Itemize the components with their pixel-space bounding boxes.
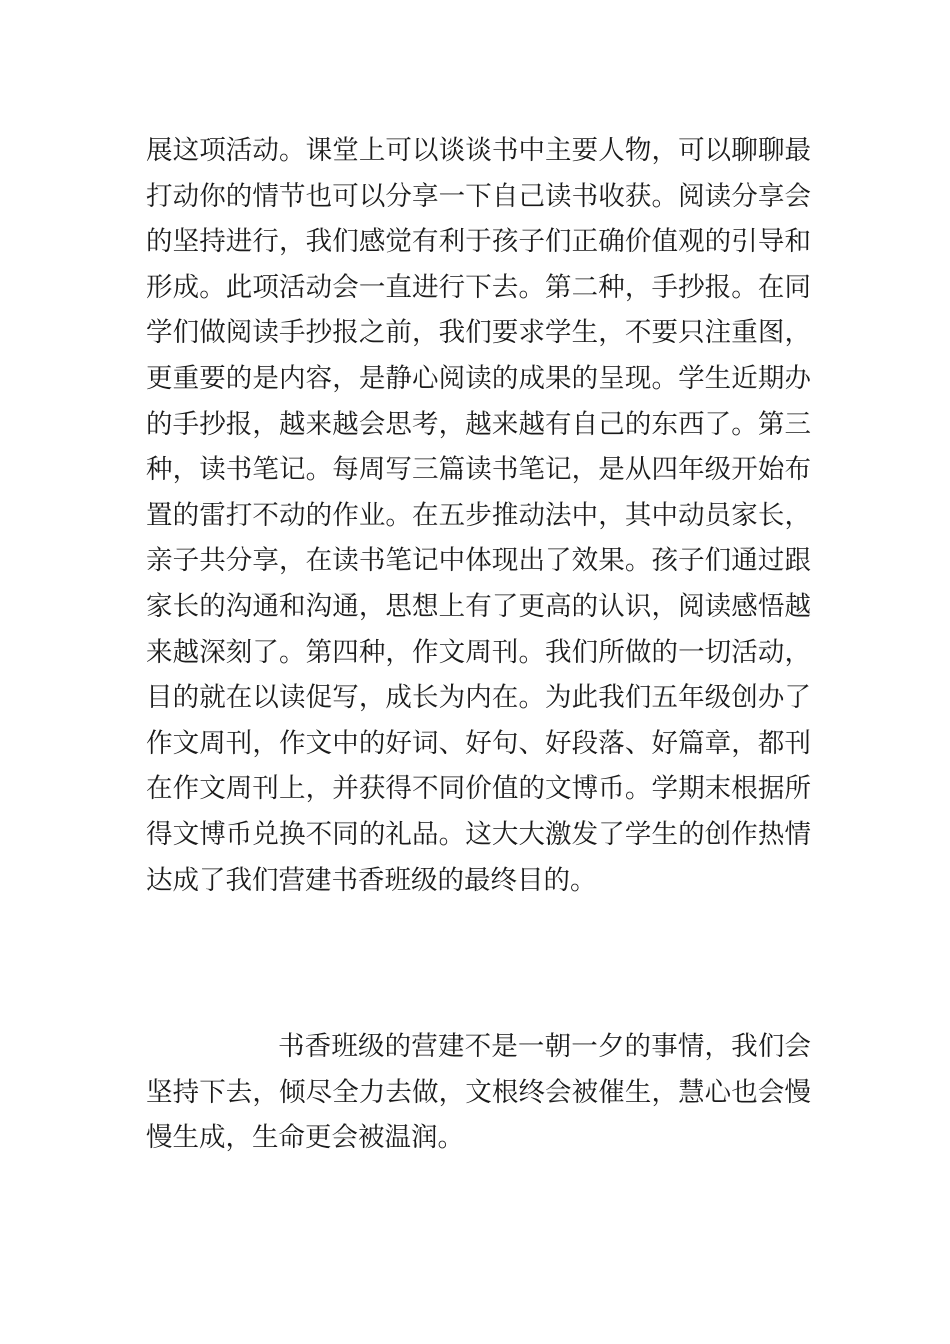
text-line: 的手抄报，越来越会思考，越来越有自己的东西了。第三: [146, 408, 811, 440]
text-line: 慢生成，生命更会被温润。: [146, 1122, 464, 1154]
text-line: 形成。此项活动会一直进行下去。第二种，手抄报。在同: [146, 271, 811, 303]
text-line: 达成了我们营建书香班级的最终目的。: [146, 864, 597, 896]
text-line: 家长的沟通和沟通，思想上有了更高的认识，阅读感悟越: [146, 590, 811, 622]
text-line: 来越深刻了。第四种，作文周刊。我们所做的一切活动，: [146, 636, 811, 668]
text-line: 置的雷打不动的作业。在五步推动法中，其中动员家长，: [146, 499, 811, 531]
text-line: 的坚持进行，我们感觉有利于孩子们正确价值观的引导和: [146, 226, 811, 258]
text-line: 作文周刊，作文中的好词、好句、好段落、好篇章，都刊: [146, 727, 811, 759]
text-line: 更重要的是内容，是静心阅读的成果的呈现。学生近期办: [146, 362, 811, 394]
text-line: 书香班级的营建不是一朝一夕的事情，我们会: [278, 1031, 811, 1062]
paragraph-conclusion: [146, 1024, 811, 1161]
text-line: 得文博币兑换不同的礼品。这大大激发了学生的创作热情: [146, 818, 811, 850]
text-line: 在作文周刊上，并获得不同价值的文博币。学期末根据所: [146, 773, 811, 805]
text-line: 种，读书笔记。每周写三篇读书笔记，是从四年级开始布: [146, 454, 811, 486]
text-line: 目的就在以读促写，成长为内在。为此我们五年级创办了: [146, 682, 811, 714]
text-line: 展这项活动。课堂上可以谈谈书中主要人物，可以聊聊最: [146, 135, 811, 166]
text-line: 坚持下去，倾尽全力去做，文根终会被催生，慧心也会慢: [146, 1076, 811, 1108]
text-line: 亲子共分享，在读书笔记中体现出了效果。孩子们通过跟: [146, 545, 811, 577]
text-line: 学们做阅读手抄报之前，我们要求学生，不要只注重图，: [146, 317, 811, 349]
paragraph-reading-activities: [146, 128, 811, 903]
text-line: 打动你的情节也可以分享一下自己读书收获。阅读分享会: [146, 180, 811, 212]
